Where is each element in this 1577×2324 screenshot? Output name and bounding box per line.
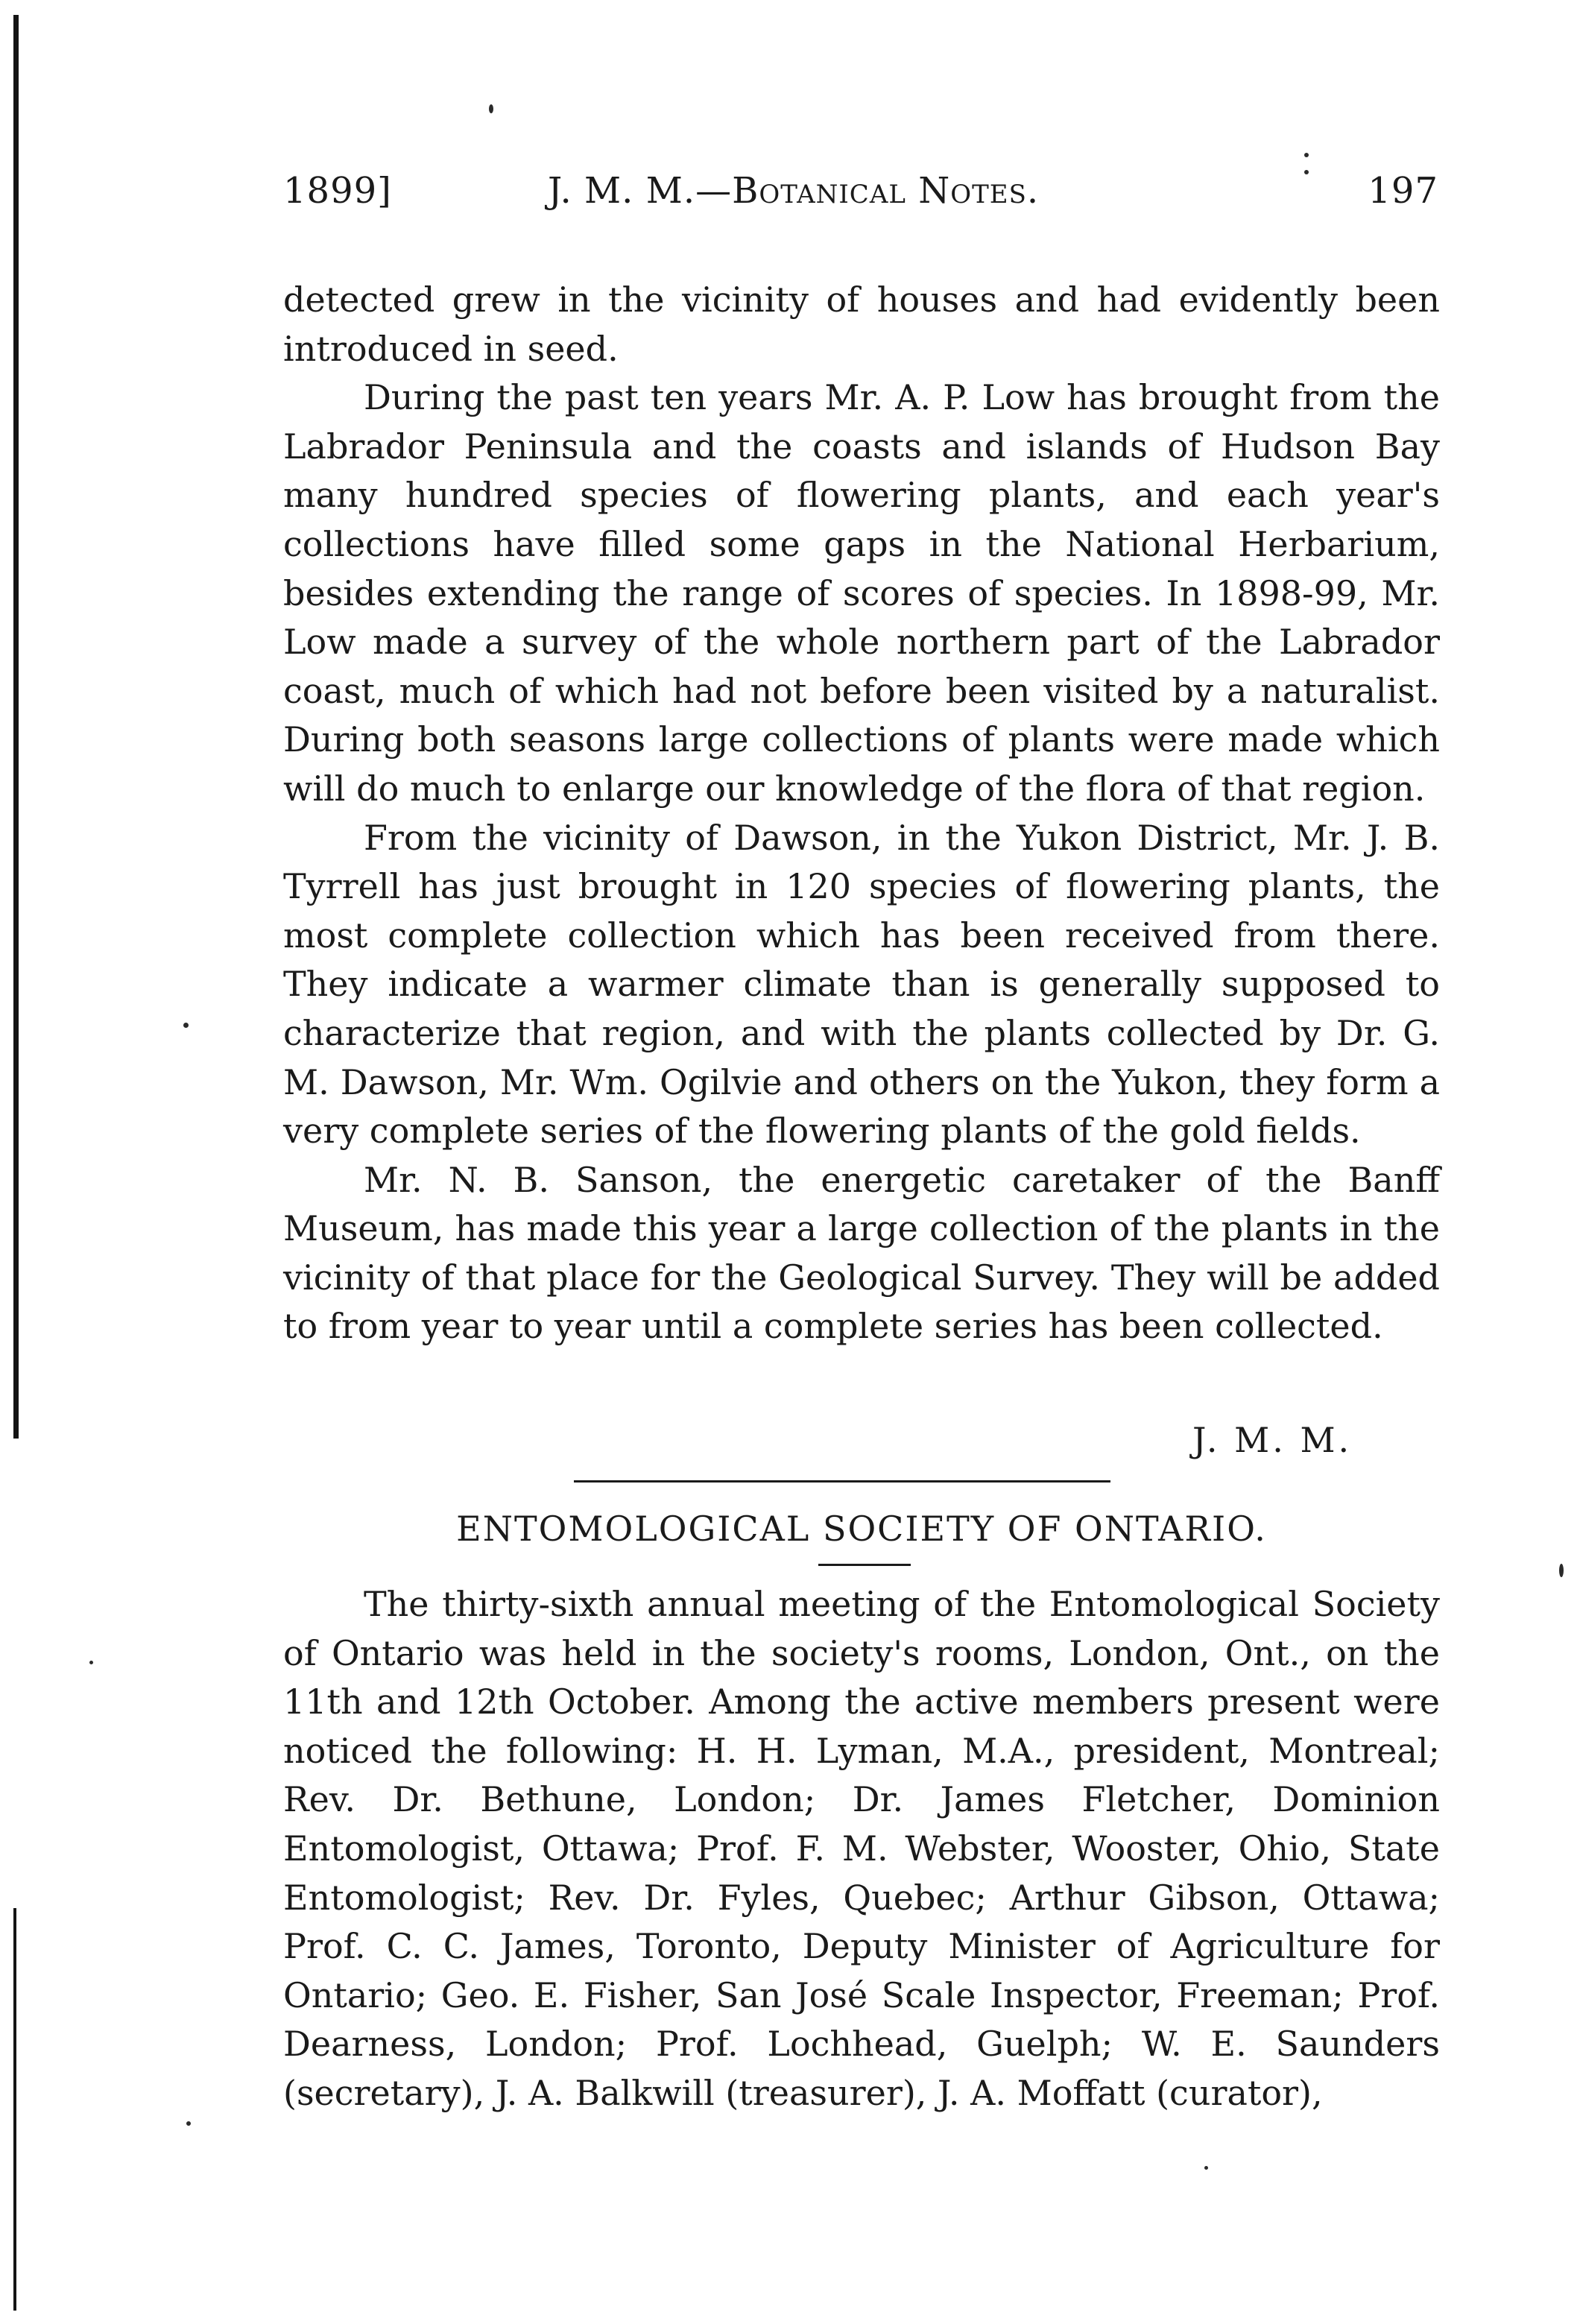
paragraph-low: During the past ten years Mr. A. P. Low has brought from the Labrador Peninsula and the coasts and islands of Hudson Bay many hundred species of flowering plants, and each year's collections have filled some gaps in the National Herbarium, besides extending the range of scores of species. In 1898-99, Mr. Low made a survey of the whole northern part of the Labrador coast, much of which had not before been visited by a naturalist. During both seasons large collections of plants were made which will do much to enlarge our knowledge of the flora of that region. [283,377,1440,809]
title-underline [818,1564,911,1566]
scan-speck [1304,153,1309,157]
section-divider [574,1480,1110,1483]
running-header [283,170,1438,230]
page-number: 197 [1368,170,1438,212]
botanical-notes-text [283,276,1440,1351]
paragraph-continued: detected grew in the vicinity of houses and had evidently been introduced in seed. [283,280,1440,369]
paragraph-tyrrell: From the vicinity of Dawson, in the Yukon District, Mr. J. B. Tyrrell has just brought in 120 species of flowering plants, the most complete collection which has been received from there. They indicate a warmer climate than is generally supposed to characterize that region, and with the plants collected by Dr. G. M. Dawson, Mr. Wm. Ogilvie and others on the Yukon, they form a very complete series of the flowering plants of the gold fields. [283,817,1440,1152]
paragraph-meeting: The thirty-sixth annual meeting of the Entomological Society of Ontario was held in the society's rooms, London, Ont., on the 11th and 12th October. Among the active members present were noticed the following: H. H. Lyman, M.A., president, Montreal; Rev. Dr. Bethune, London; Dr. James Fletcher, Dominion Entomologist, Ottawa; Prof. F. M. Webster, Wooster, Ohio, State Entomologist; Rev. Dr. Fyles, Quebec; Arthur Gibson, Ottawa; Prof. C. C. James, Toronto, Deputy Minister of Agriculture for Ontario; Geo. E. Fisher, San José Scale Inspector, Freeman; Prof. Dearness, London; Prof. Lochhead, Guelph; W. E. Saunders (secretary), J. A. Balkwill (treasurer), J. A. Moffatt (curator), [283,1584,1440,2113]
entomological-society-text [283,1580,1440,2118]
scan-edge-top [13,15,19,1439]
scan-speck [183,1023,189,1028]
scan-edge-bottom [13,1908,16,2311]
scan-speck [1204,2166,1208,2170]
scan-speck [186,2121,191,2126]
signature: J. M. M. [1192,1420,1353,1460]
header-title: J. M. M.—Botanical Notes. [548,170,1040,212]
paragraph-sanson: Mr. N. B. Sanson, the energetic caretaker of the Banff Museum, has made this year a large collection of the plants in the vicinity of that place for the Geological Survey. They will be added to from year to year until a complete series has been collected. [283,1159,1440,1347]
scan-speck [1559,1564,1564,1577]
scan-speck [89,1661,93,1664]
scan-speck [489,104,493,113]
header-year: 1899] [283,170,392,212]
section-title: ENTOMOLOGICAL SOCIETY OF ONTARIO. [456,1509,1267,1549]
